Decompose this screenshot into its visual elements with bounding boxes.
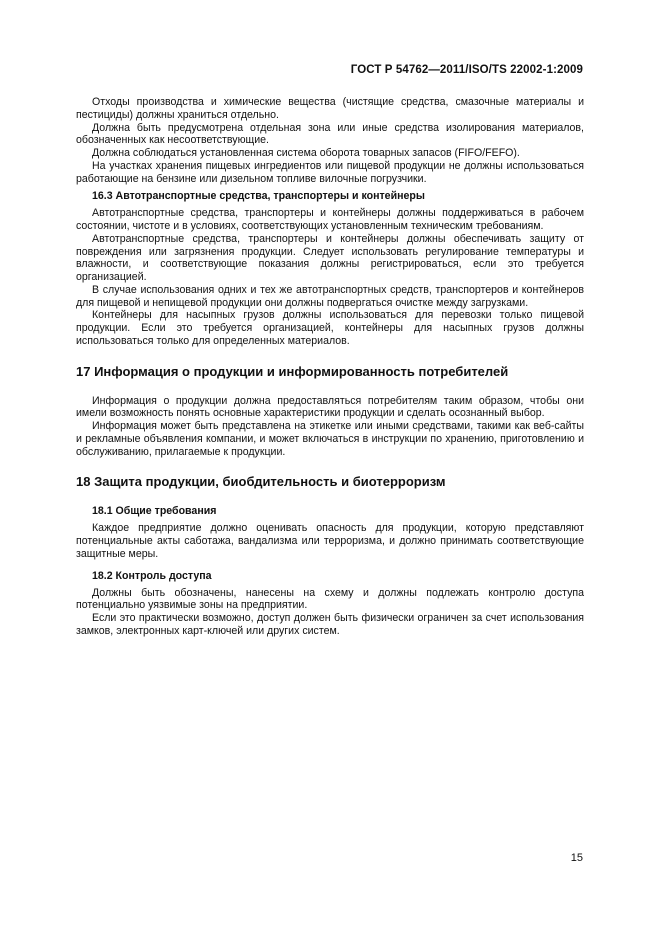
subsection-heading-16-3: 16.3 Автотранспортные средства, транспортеры и контейнеры bbox=[92, 190, 425, 203]
paragraph: Должна быть предусмотрена отдельная зона или иные средства изолирования материалов, обозначенных как несоответствующие. bbox=[76, 121, 584, 147]
section-heading-17: 17 Информация о продукции и информированность потребителей bbox=[76, 363, 509, 379]
paragraph: Если это практически возможно, доступ должен быть физически ограничен за счет использования замков, электронных карт-ключей или других систем. bbox=[76, 612, 584, 637]
document-body bbox=[76, 96, 584, 638]
paragraph: Должны быть обозначены, нанесены на схему и должны подлежать контролю доступа потенциально уязвимые зоны на предприятии. bbox=[76, 586, 584, 612]
paragraph: Автотранспортные средства, транспортеры и контейнеры должны обеспечивать защиту от повреждения или загрязнения продукции. Следует использовать регулирование температуры и влажности, и соответствующие показания должны регистрироваться, если это требуется организацией. bbox=[76, 232, 584, 283]
paragraph: Должна соблюдаться установленная система оборота товарных запасов (FIFO/FEFO). bbox=[92, 147, 520, 159]
paragraph: На участках хранения пищевых ингредиентов или пищевой продукции не должны использоваться работающие на бензине или дизельном топливе вилочные погрузчики. bbox=[76, 159, 584, 185]
subsection-heading-18-1: 18.1 Общие требования bbox=[92, 505, 217, 518]
paragraph: Отходы производства и химические вещества (чистящие средства, смазочные материалы и пестициды) должны храниться отдельно. bbox=[76, 96, 584, 121]
subsection-heading-18-2: 18.2 Контроль доступа bbox=[92, 569, 212, 582]
paragraph: Информация о продукции должна предоставляться потребителям таким образом, чтобы они имели возможность понять основные характеристики продукции и сделать осознанный выбор. bbox=[76, 394, 584, 420]
section-heading-18: 18 Защита продукции, биобдительность и биотерроризм bbox=[76, 474, 446, 490]
document-header: ГОСТ Р 54762—2011/ISO/TS 22002-1:2009 bbox=[350, 64, 583, 76]
page-number: 15 bbox=[570, 852, 583, 864]
paragraph: Каждое предприятие должно оценивать опасность для продукции, которую представляют потенциальные акты саботажа, вандализма или терроризма, и должно принимать соответствующие защитные меры. bbox=[76, 522, 584, 560]
paragraph: Контейнеры для насыпных грузов должны использоваться для перевозки только пищевой продукции. Если это требуется организацией, контейнеры для насыпных грузов должны использоваться только для определенных материалов. bbox=[76, 309, 584, 347]
paragraph: Информация может быть представлена на этикетке или иными средствами, такими как веб-сайты и рекламные объявления компании, и может включаться в инструкции по хранению, приготовлению и обслуживанию, прилагаемые к продукции. bbox=[76, 420, 584, 458]
paragraph: В случае использования одних и тех же автотранспортных средств, транспортеров и контейнеров для пищевой и непищевой продукции они должны подвергаться очистке между загрузками. bbox=[76, 283, 584, 309]
paragraph: Автотранспортные средства, транспортеры и контейнеры должны поддерживаться в рабочем состоянии, чистоте и в условиях, соответствующих установленным техническим требованиям. bbox=[76, 207, 584, 232]
